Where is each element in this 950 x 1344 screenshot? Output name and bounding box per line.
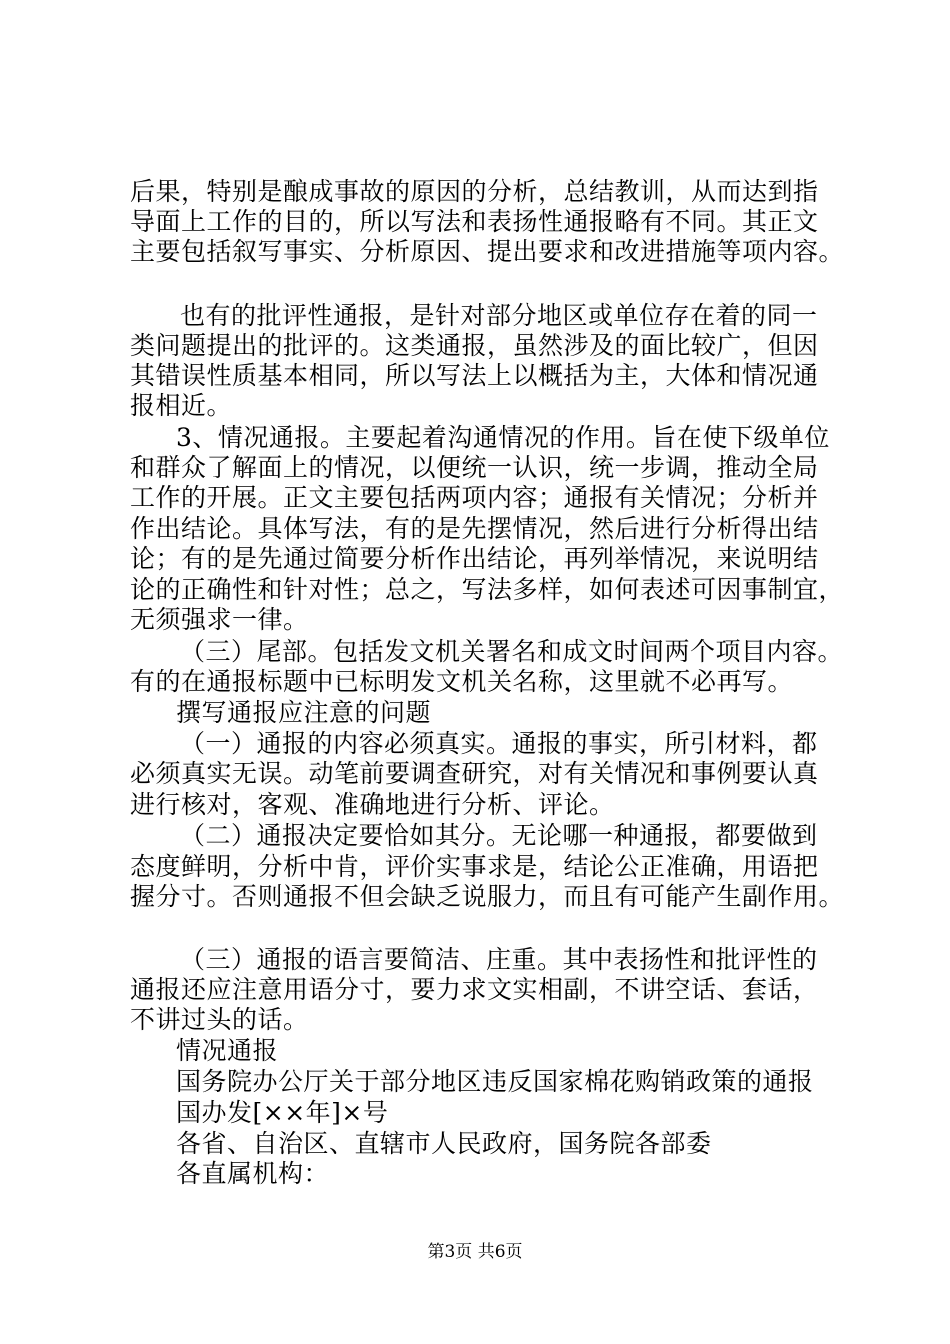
text-line-16: 有的在通报标题中已标明发文机关名称，这里就不必再写。 xyxy=(130,667,794,696)
text-line-21: （二）通报决定要恰如其分。无论哪一种通报，都要做到 xyxy=(180,821,818,850)
text-line-26: 不讲过头的话。 xyxy=(130,1005,309,1034)
text-line-4: 也有的批评性通报，是针对部分地区或单位存在着的同一 xyxy=(180,301,818,330)
notice-title: 国务院办公厅关于部分地区违反国家棉花购销政策的通报 xyxy=(176,1067,814,1096)
text-line-5: 类问题提出的批评的。这类通报，虽然涉及的面比较广，但因 xyxy=(130,331,819,360)
text-line-15: （三）尾部。包括发文机关署名和成文时间两个项目内容。 xyxy=(180,637,844,666)
text-line-20: 进行核对，客观、准确地进行分析、评论。 xyxy=(130,790,615,819)
text-line-12: 论；有的是先通过简要分析作出结论，再列举情况，来说明结 xyxy=(130,544,819,573)
text-line-23: 握分寸。否则通报不但会缺乏说服力，而且有可能产生副作用。 xyxy=(130,882,845,911)
document-number: 国办发[××年]×号 xyxy=(176,1098,389,1127)
text-line-13: 论的正确性和针对性；总之，写法多样，如何表述可因事制宜， xyxy=(130,575,845,604)
text-line-6: 其错误性质基本相同，所以写法上以概括为主，大体和情况通 xyxy=(130,361,819,390)
text-line-8: 3、情况通报。主要起着沟通情况的作用。旨在使下级单位 xyxy=(176,423,830,452)
text-line-19: 必须真实无误。动笔前要调查研究，对有关情况和事例要认真 xyxy=(130,759,819,788)
text-line-22: 态度鲜明，分析中肯，评价实事求是，结论公正准确，用语把 xyxy=(130,852,819,881)
text-line-11: 作出结论。具体写法，有的是先摆情况，然后进行分析得出结 xyxy=(130,514,819,543)
text-line-1: 后果，特别是酿成事故的原因的分析，总结教训，从而达到指 xyxy=(130,177,819,206)
text-line-18: （一）通报的内容必须真实。通报的事实，所引材料，都 xyxy=(180,729,818,758)
text-line-27: 情况通报 xyxy=(176,1036,279,1065)
text-line-14: 无须强求一律。 xyxy=(130,605,309,634)
recipients-line-2: 各直属机构： xyxy=(176,1159,330,1188)
recipients-line-1: 各省、自治区、直辖市人民政府，国务院各部委 xyxy=(176,1129,712,1158)
text-line-10: 工作的开展。正文主要包括两项内容；通报有关情况；分析并 xyxy=(130,483,819,512)
page-number-footer: 第3页 共6页 xyxy=(427,1242,523,1262)
text-line-3: 主要包括叙写事实、分析原因、提出要求和改进措施等项内容。 xyxy=(130,237,845,266)
text-line-25: 通报还应注意用语分寸，要力求文实相副，不讲空话、套话， xyxy=(130,975,819,1004)
text-line-9: 和群众了解面上的情况，以便统一认识，统一步调，推动全局 xyxy=(130,453,819,482)
section-heading: 撰写通报应注意的问题 xyxy=(176,698,432,727)
text-line-24: （三）通报的语言要简洁、庄重。其中表扬性和批评性的 xyxy=(180,945,818,974)
text-line-2: 导面上工作的目的，所以写法和表扬性通报略有不同。其正文 xyxy=(130,207,819,236)
text-line-7: 报相近。 xyxy=(130,391,233,420)
